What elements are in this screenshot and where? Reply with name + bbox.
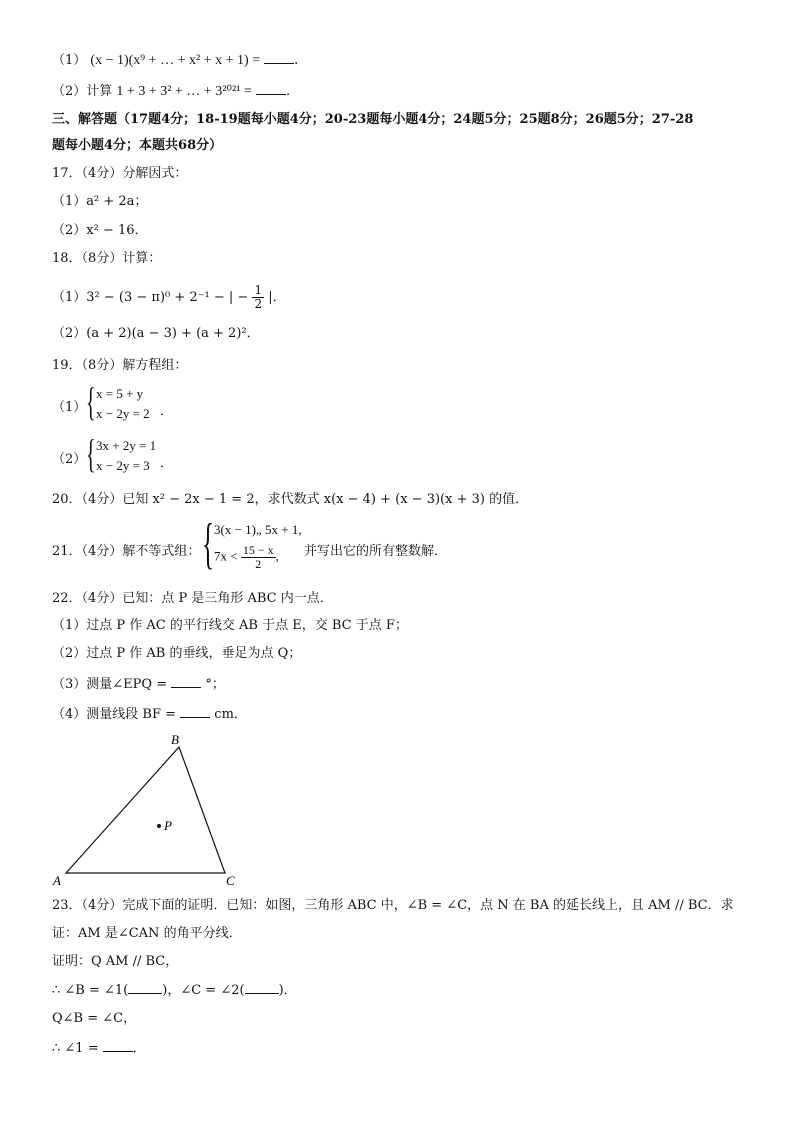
answer-blank[interactable] (171, 675, 201, 688)
left-brace-icon: { (86, 431, 96, 476)
vertex-label-c: C (226, 873, 235, 888)
fraction-numerator: 1 (254, 283, 263, 297)
inequality-row-2 (214, 544, 279, 571)
q21-label: 21．（4分）解不等式组： (52, 544, 201, 559)
q19-part1-label: （1） (52, 400, 87, 415)
equation-row-2: x − 2y = 2 (96, 406, 150, 421)
vertex-label-b: B (171, 732, 179, 747)
proof-line2-part2: )，∠C = ∠2( (162, 983, 245, 998)
fraction (252, 284, 264, 311)
fraction-denominator: 2 (255, 557, 262, 571)
point-p-dot (157, 824, 161, 828)
q23-line1: 23．（4分）完成下面的证明．已知：如图，三角形 ABC 中，∠B = ∠C，点 N 在 BA 的延长线上，且 AM // BC．求 (52, 898, 734, 913)
point-label-p: P (164, 818, 172, 833)
answer-blank[interactable] (103, 1039, 133, 1052)
answer-blank[interactable] (256, 82, 286, 95)
q18-part2: （2）(a + 2)(a − 3) + (a + 2)²． (52, 326, 260, 341)
proof-line2-part1: ∴ ∠B = ∠1( (52, 983, 129, 998)
proof-line3: Q∠B = ∠C， (52, 1011, 137, 1026)
inequality-row-2-lhs: 7x < (214, 548, 238, 564)
proof-line1: 证明：Q AM // BC， (52, 954, 179, 969)
q20-text: 20．（4分）已知 x² − 2x − 1 = 2，求代数式 x(x − 4) + (x − 3)(x + 3) 的值． (52, 492, 529, 507)
q21 (52, 513, 552, 578)
left-brace-icon: { (86, 379, 96, 424)
q19-part2-end: ． (160, 456, 174, 471)
proof-line2-part3: )． (278, 983, 297, 998)
triangle-abc (66, 747, 225, 873)
q18-part1 (52, 284, 286, 311)
equation-row-1: x = 5 + y (96, 386, 144, 401)
answer-blank[interactable] (245, 981, 279, 994)
q16-part2-end: . (285, 84, 291, 99)
equation-row-2: x − 2y = 3 (96, 458, 150, 473)
vertex-label-a: A (53, 873, 61, 888)
q19-part2-label: （2） (52, 452, 87, 467)
section-heading-line2: 题每小题4分；本题共68分） (52, 138, 223, 153)
proof-line4-end: ． (132, 1041, 146, 1056)
q16-part1-label: （1） (52, 53, 87, 68)
q16-part2-expression: 1 + 3 + 3² + … + 3²⁰²¹ = (116, 84, 252, 99)
inequality-row-2-comma: , (275, 548, 279, 564)
q22-part4 (52, 705, 247, 724)
left-brace-icon: { (202, 513, 215, 575)
q16-part1-end: . (294, 53, 299, 68)
q22-part3-text: （3）测量∠EPQ = (52, 677, 168, 692)
q22-part1: （1）过点 P 作 AC 的平行线交 AB 于点 E，交 BC 于点 F； (52, 618, 408, 633)
q21-tail: 并写出它的所有整数解． (304, 544, 448, 559)
q18-part1-end: |． (268, 290, 286, 305)
q17-title: 17．（4分）分解因式： (52, 166, 188, 181)
q23-line2: 证：AM 是∠CAN 的角平分线． (52, 926, 242, 941)
fraction-numerator: 15 − x (242, 543, 274, 557)
q22-part3-unit: °； (205, 677, 225, 692)
q16-part1 (52, 51, 298, 70)
inequality-row-1: 3(x − 1)„ 5x + 1, (214, 522, 302, 537)
q22-part2: （2）过点 P 作 AB 的垂线，垂足为点 Q； (52, 646, 302, 661)
q22-part4-unit: cm． (214, 707, 247, 722)
q17-part2: （2）x² − 16． (52, 223, 148, 238)
answer-blank[interactable] (180, 705, 210, 718)
proof-line4-text: ∴ ∠1 = (52, 1041, 99, 1056)
q19-part1 (52, 379, 252, 430)
section-heading-line1: 三、解答题（17题4分；18-19题每小题4分；20-23题每小题4分；24题5分；25题8分；26题5分；27-28 (52, 112, 694, 127)
q19-title: 19．（8分）解方程组： (52, 358, 188, 373)
equation-row-1: 3x + 2y = 1 (96, 438, 157, 453)
answer-blank[interactable] (128, 981, 162, 994)
q18-title: 18．（8分）计算： (52, 251, 162, 266)
proof-line4 (52, 1039, 146, 1058)
q17-part1: （1）a² + 2a； (52, 194, 148, 209)
q19-part2 (52, 431, 252, 482)
q22-part4-text: （4）测量线段 BF = (52, 707, 177, 722)
answer-blank[interactable] (264, 51, 294, 64)
q16-part2-label: （2）计算 (52, 84, 113, 99)
q16-part2 (52, 82, 290, 101)
q19-part1-end: ． (160, 404, 174, 419)
q22-part3 (52, 675, 225, 694)
q16-part1-expression: (x − 1)(x⁹ + … + x² + x + 1) = (90, 53, 261, 68)
triangle-figure (50, 728, 250, 890)
fraction (241, 544, 276, 571)
proof-line2 (52, 981, 297, 1000)
q22-title: 22．（4分）已知：点 P 是三角形 ABC 内一点． (52, 591, 333, 606)
q18-part1-expression: （1）3² − (3 − π)⁰ + 2⁻¹ − | − (52, 290, 249, 305)
fraction-denominator: 2 (254, 297, 263, 311)
